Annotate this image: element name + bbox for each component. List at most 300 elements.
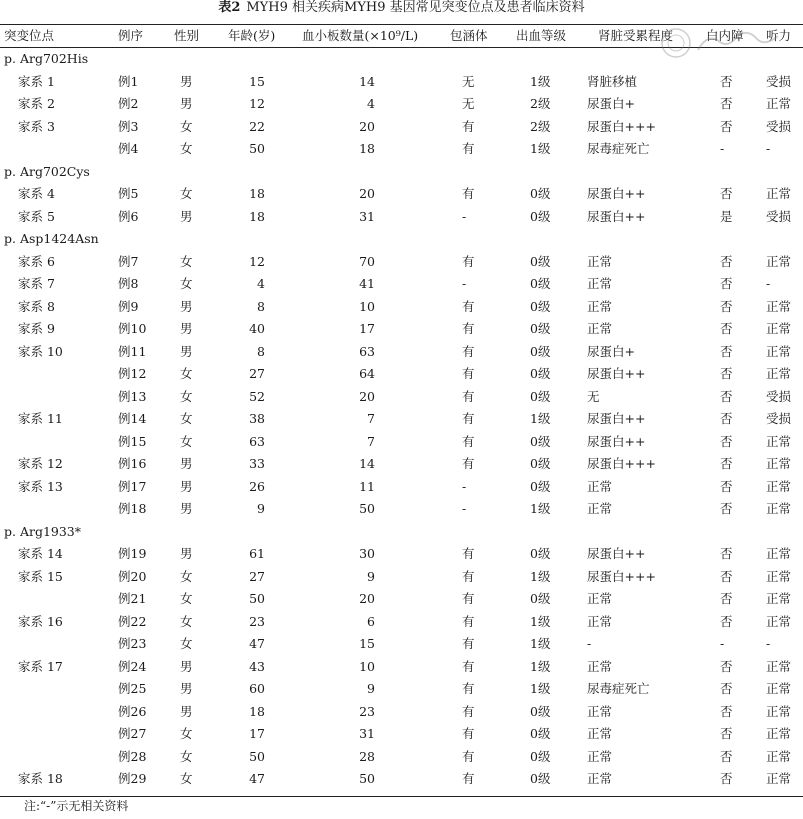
cell-inclusion: 有 bbox=[462, 186, 475, 201]
table-row bbox=[0, 71, 803, 93]
cell-kidney: 尿毒症死亡 bbox=[587, 681, 650, 696]
section-heading: p. Arg1933* bbox=[4, 523, 82, 539]
cell-cataract: 否 bbox=[720, 748, 733, 764]
table-row bbox=[0, 588, 803, 610]
cell-case: 例21 bbox=[118, 591, 147, 606]
cell-bleeding: 0级 bbox=[530, 726, 551, 741]
cell-cataract: 否 bbox=[720, 276, 733, 291]
cell-age: 50 bbox=[249, 748, 265, 764]
cell-case: 例13 bbox=[118, 388, 147, 404]
cell-platelet: 10 bbox=[359, 298, 375, 314]
cell-hearing: 正常 bbox=[766, 298, 792, 314]
cell-age: 43 bbox=[249, 658, 265, 674]
header-inclusion: 包涵体 bbox=[450, 28, 488, 43]
cell-sex: 男 bbox=[180, 96, 193, 111]
cell-hearing: 受损 bbox=[766, 118, 792, 134]
cell-inclusion: 有 bbox=[462, 771, 475, 786]
section-heading: p. Arg702Cys bbox=[4, 163, 90, 179]
cell-age: 50 bbox=[249, 591, 265, 606]
cell-platelet: 28 bbox=[359, 748, 375, 764]
cell-family: 家系 6 bbox=[18, 253, 55, 269]
cell-age: 17 bbox=[249, 726, 265, 741]
cell-bleeding: 0级 bbox=[530, 546, 551, 561]
cell-hearing: 受损 bbox=[766, 73, 792, 89]
cell-inclusion: 有 bbox=[462, 568, 475, 584]
cell-platelet: 15 bbox=[359, 636, 375, 651]
cell-cataract: 否 bbox=[720, 186, 733, 201]
table-row bbox=[0, 318, 803, 340]
cell-cataract: 否 bbox=[720, 703, 733, 719]
section-heading: p. Asp1424Asn bbox=[4, 231, 99, 246]
cell-sex: 男 bbox=[180, 73, 193, 89]
cell-platelet: 9 bbox=[367, 681, 375, 696]
cell-bleeding: 0级 bbox=[530, 276, 551, 291]
table-row bbox=[0, 656, 803, 678]
cell-inclusion: 有 bbox=[462, 703, 475, 719]
cell-case: 例12 bbox=[118, 366, 147, 381]
cell-age: 15 bbox=[249, 73, 265, 89]
cell-sex: 男 bbox=[180, 681, 193, 696]
cell-case: 例23 bbox=[118, 636, 147, 651]
cell-sex: 女 bbox=[180, 366, 193, 381]
cell-sex: 女 bbox=[180, 118, 193, 134]
header-hearing: 听力 bbox=[766, 28, 792, 43]
cell-kidney: 正常 bbox=[587, 253, 613, 269]
cell-kidney: 尿蛋白++ bbox=[587, 546, 646, 561]
cell-sex: 女 bbox=[180, 388, 193, 404]
cell-hearing: 受损 bbox=[766, 411, 792, 426]
cell-family: 家系 8 bbox=[18, 298, 55, 314]
cell-hearing: 正常 bbox=[766, 613, 792, 629]
header-kidney: 肾脏受累程度 bbox=[598, 28, 674, 43]
cell-family: 家系 2 bbox=[18, 96, 55, 111]
cell-case: 例1 bbox=[118, 73, 139, 89]
table-row bbox=[0, 701, 803, 723]
cell-sex: 女 bbox=[180, 591, 193, 606]
cell-case: 例5 bbox=[118, 186, 139, 201]
cell-age: 33 bbox=[249, 456, 265, 471]
cell-hearing: 受损 bbox=[766, 388, 792, 404]
table-row bbox=[0, 498, 803, 520]
cell-family: 家系 14 bbox=[18, 546, 63, 561]
cell-kidney: 正常 bbox=[587, 771, 613, 786]
cell-platelet: 14 bbox=[359, 73, 375, 89]
cell-case: 例16 bbox=[118, 456, 147, 471]
cell-sex: 男 bbox=[180, 501, 193, 516]
cell-hearing: 正常 bbox=[766, 501, 792, 516]
cell-age: 27 bbox=[249, 366, 265, 381]
cell-inclusion: 有 bbox=[462, 141, 475, 156]
cell-platelet: 50 bbox=[359, 771, 375, 786]
cell-inclusion: - bbox=[462, 501, 467, 516]
cell-bleeding: 0级 bbox=[530, 591, 551, 606]
cell-sex: 女 bbox=[180, 141, 193, 156]
cell-inclusion: 有 bbox=[462, 636, 475, 651]
cell-kidney: 尿毒症死亡 bbox=[587, 141, 650, 156]
cell-inclusion: - bbox=[462, 208, 467, 224]
cell-kidney: 正常 bbox=[587, 658, 613, 674]
cell-inclusion: 有 bbox=[462, 118, 475, 134]
watermark-logo bbox=[658, 18, 803, 68]
cell-inclusion: 有 bbox=[462, 591, 475, 606]
cell-kidney: 正常 bbox=[587, 276, 613, 291]
cell-platelet: 9 bbox=[367, 568, 375, 584]
cell-hearing: 正常 bbox=[766, 726, 792, 741]
cell-age: 18 bbox=[249, 703, 265, 719]
cell-case: 例27 bbox=[118, 726, 147, 741]
cell-hearing: 正常 bbox=[766, 253, 792, 269]
cell-inclusion: 有 bbox=[462, 411, 475, 426]
cell-inclusion: 有 bbox=[462, 681, 475, 696]
cell-hearing: 正常 bbox=[766, 703, 792, 719]
cell-case: 例28 bbox=[118, 748, 147, 764]
cell-kidney: 正常 bbox=[587, 298, 613, 314]
cell-bleeding: 0级 bbox=[530, 298, 551, 314]
cell-bleeding: 2级 bbox=[530, 118, 551, 134]
cell-hearing: - bbox=[766, 276, 771, 291]
cell-hearing: 正常 bbox=[766, 186, 792, 201]
cell-hearing: 正常 bbox=[766, 478, 792, 494]
cell-cataract: 否 bbox=[720, 73, 733, 89]
cell-sex: 男 bbox=[180, 321, 193, 336]
cell-cataract: 是 bbox=[720, 208, 733, 224]
cell-hearing: 正常 bbox=[766, 343, 792, 359]
header-sex: 性别 bbox=[174, 28, 200, 43]
cell-case: 例9 bbox=[118, 298, 139, 314]
table-row bbox=[0, 206, 803, 228]
cell-case: 例29 bbox=[118, 771, 147, 786]
cell-platelet: 23 bbox=[359, 703, 375, 719]
cell-bleeding: 1级 bbox=[530, 501, 551, 516]
cell-age: 27 bbox=[249, 568, 265, 584]
cell-kidney: 正常 bbox=[587, 703, 613, 719]
cell-platelet: 30 bbox=[359, 546, 375, 561]
cell-cataract: 否 bbox=[720, 613, 733, 629]
cell-platelet: 11 bbox=[359, 478, 375, 494]
cell-age: 40 bbox=[249, 321, 265, 336]
cell-kidney: 正常 bbox=[587, 591, 613, 606]
cell-inclusion: 有 bbox=[462, 613, 475, 629]
cell-kidney: 尿蛋白++ bbox=[587, 186, 646, 201]
cell-platelet: 10 bbox=[359, 658, 375, 674]
cell-platelet: 20 bbox=[359, 118, 375, 134]
cell-hearing: 正常 bbox=[766, 658, 792, 674]
cell-bleeding: 1级 bbox=[530, 141, 551, 156]
cell-bleeding: 1级 bbox=[530, 681, 551, 696]
cell-platelet: 20 bbox=[359, 591, 375, 606]
cell-sex: 女 bbox=[180, 636, 193, 651]
header-mutation: 突变位点 bbox=[4, 28, 55, 43]
cell-sex: 女 bbox=[180, 613, 193, 629]
cell-kidney: 正常 bbox=[587, 478, 613, 494]
cell-case: 例8 bbox=[118, 276, 139, 291]
cell-cataract: 否 bbox=[720, 478, 733, 494]
cell-sex: 男 bbox=[180, 298, 193, 314]
cell-age: 38 bbox=[249, 411, 265, 426]
cell-hearing: 受损 bbox=[766, 208, 792, 224]
cell-sex: 男 bbox=[180, 343, 193, 359]
cell-sex: 男 bbox=[180, 478, 193, 494]
cell-cataract: 否 bbox=[720, 388, 733, 404]
cell-kidney: - bbox=[587, 636, 592, 651]
cell-case: 例17 bbox=[118, 478, 147, 494]
cell-age: 12 bbox=[249, 253, 265, 269]
cell-hearing: 正常 bbox=[766, 568, 792, 584]
cell-bleeding: 0级 bbox=[530, 388, 551, 404]
cell-age: 52 bbox=[249, 388, 265, 404]
cell-age: 47 bbox=[249, 771, 265, 786]
cell-case: 例14 bbox=[118, 411, 147, 426]
cell-hearing: 正常 bbox=[766, 591, 792, 606]
cell-bleeding: 1级 bbox=[530, 658, 551, 674]
cell-family: 家系 5 bbox=[18, 208, 55, 224]
table-row bbox=[0, 116, 803, 138]
cell-bleeding: 0级 bbox=[530, 343, 551, 359]
cell-platelet: 6 bbox=[367, 613, 375, 629]
table-row bbox=[0, 273, 803, 295]
header-bleeding: 出血等级 bbox=[516, 28, 567, 43]
table-row bbox=[0, 251, 803, 273]
cell-kidney: 尿蛋白+++ bbox=[587, 456, 656, 471]
cell-kidney: 尿蛋白++ bbox=[587, 411, 646, 426]
cell-sex: 男 bbox=[180, 546, 193, 561]
cell-kidney: 无 bbox=[587, 388, 600, 404]
cell-case: 例18 bbox=[118, 501, 147, 516]
cell-sex: 女 bbox=[180, 568, 193, 584]
cell-case: 例2 bbox=[118, 96, 139, 111]
table-row bbox=[0, 453, 803, 475]
table-row bbox=[0, 138, 803, 160]
cell-kidney: 正常 bbox=[587, 748, 613, 764]
table-row bbox=[0, 723, 803, 745]
cell-age: 61 bbox=[249, 546, 265, 561]
cell-sex: 男 bbox=[180, 658, 193, 674]
cell-family: 家系 13 bbox=[18, 478, 63, 494]
cell-inclusion: 无 bbox=[462, 73, 475, 89]
cell-case: 例26 bbox=[118, 703, 147, 719]
cell-bleeding: 0级 bbox=[530, 186, 551, 201]
cell-platelet: 20 bbox=[359, 388, 375, 404]
cell-bleeding: 1级 bbox=[530, 411, 551, 426]
cell-kidney: 尿蛋白+ bbox=[587, 343, 635, 359]
cell-cataract: 否 bbox=[720, 321, 733, 336]
cell-cataract: 否 bbox=[720, 411, 733, 426]
cell-family: 家系 16 bbox=[18, 613, 63, 629]
table-row bbox=[0, 363, 803, 385]
table-row bbox=[0, 408, 803, 430]
cell-bleeding: 1级 bbox=[530, 636, 551, 651]
cell-age: 60 bbox=[249, 681, 265, 696]
cell-cataract: 否 bbox=[720, 118, 733, 134]
cell-kidney: 正常 bbox=[587, 321, 613, 336]
cell-cataract: 否 bbox=[720, 456, 733, 471]
cell-cataract: 否 bbox=[720, 771, 733, 786]
cell-sex: 女 bbox=[180, 726, 193, 741]
cell-inclusion: - bbox=[462, 276, 467, 291]
cell-bleeding: 1级 bbox=[530, 73, 551, 89]
cell-hearing: 正常 bbox=[766, 433, 792, 449]
cell-inclusion: 有 bbox=[462, 343, 475, 359]
cell-inclusion: 有 bbox=[462, 726, 475, 741]
cell-platelet: 20 bbox=[359, 186, 375, 201]
cell-cataract: 否 bbox=[720, 726, 733, 741]
cell-kidney: 尿蛋白++ bbox=[587, 366, 646, 381]
cell-family: 家系 18 bbox=[18, 771, 63, 786]
cell-sex: 女 bbox=[180, 411, 193, 426]
cell-family: 家系 12 bbox=[18, 456, 63, 471]
cell-inclusion: 有 bbox=[462, 546, 475, 561]
cell-hearing: 正常 bbox=[766, 96, 792, 111]
table-row bbox=[0, 566, 803, 588]
cell-inclusion: 有 bbox=[462, 366, 475, 381]
table-row bbox=[0, 611, 803, 633]
cell-age: 18 bbox=[249, 186, 265, 201]
cell-kidney: 正常 bbox=[587, 613, 613, 629]
cell-age: 18 bbox=[249, 208, 265, 224]
cell-sex: 女 bbox=[180, 748, 193, 764]
cell-cataract: 否 bbox=[720, 96, 733, 111]
cell-platelet: 63 bbox=[359, 343, 375, 359]
header-platelet: 血小板数量(×10⁹/L) bbox=[302, 28, 419, 43]
header-age: 年龄(岁) bbox=[228, 28, 276, 43]
table-note: 注:“-”示无相关资料 bbox=[24, 799, 129, 813]
cell-case: 例3 bbox=[118, 118, 139, 134]
cell-sex: 女 bbox=[180, 433, 193, 449]
cell-age: 12 bbox=[249, 96, 265, 111]
cell-sex: 女 bbox=[180, 276, 193, 291]
cell-bleeding: 0级 bbox=[530, 478, 551, 494]
table-row bbox=[0, 386, 803, 408]
cell-age: 9 bbox=[257, 501, 265, 516]
cell-age: 8 bbox=[257, 343, 265, 359]
cell-age: 47 bbox=[249, 636, 265, 651]
cell-age: 63 bbox=[249, 433, 265, 449]
cell-hearing: 正常 bbox=[766, 748, 792, 764]
cell-bleeding: 0级 bbox=[530, 208, 551, 224]
table-row bbox=[0, 476, 803, 498]
cell-hearing: 正常 bbox=[766, 546, 792, 561]
cell-cataract: - bbox=[720, 636, 725, 651]
cell-cataract: 否 bbox=[720, 568, 733, 584]
table-row bbox=[0, 341, 803, 363]
cell-cataract: 否 bbox=[720, 433, 733, 449]
cell-inclusion: 有 bbox=[462, 748, 475, 764]
cell-inclusion: 有 bbox=[462, 433, 475, 449]
cell-family: 家系 17 bbox=[18, 658, 63, 674]
cell-platelet: 7 bbox=[367, 433, 375, 449]
cell-platelet: 18 bbox=[359, 141, 375, 156]
cell-cataract: 否 bbox=[720, 366, 733, 381]
cell-sex: 男 bbox=[180, 456, 193, 471]
cell-platelet: 64 bbox=[359, 366, 375, 381]
cell-case: 例10 bbox=[118, 321, 147, 336]
cell-hearing: 正常 bbox=[766, 456, 792, 471]
cell-hearing: - bbox=[766, 636, 771, 651]
cell-cataract: 否 bbox=[720, 658, 733, 674]
cell-sex: 女 bbox=[180, 253, 193, 269]
cell-inclusion: - bbox=[462, 478, 467, 494]
table-title-text: MYH9 相关疾病MYH9 基因常见突变位点及患者临床资料 bbox=[246, 0, 585, 15]
cell-case: 例25 bbox=[118, 681, 147, 696]
table-label: 表2 bbox=[218, 0, 241, 15]
cell-family: 家系 7 bbox=[18, 276, 55, 291]
cell-bleeding: 0级 bbox=[530, 321, 551, 336]
cell-cataract: - bbox=[720, 141, 725, 156]
cell-hearing: 正常 bbox=[766, 771, 792, 786]
cell-platelet: 41 bbox=[359, 276, 375, 291]
cell-case: 例7 bbox=[118, 253, 139, 269]
cell-bleeding: 0级 bbox=[530, 748, 551, 764]
cell-family: 家系 3 bbox=[18, 118, 55, 134]
cell-platelet: 7 bbox=[367, 411, 375, 426]
table-row bbox=[0, 543, 803, 565]
table-row bbox=[0, 746, 803, 768]
cell-platelet: 70 bbox=[359, 253, 375, 269]
cell-cataract: 否 bbox=[720, 253, 733, 269]
cell-bleeding: 0级 bbox=[530, 771, 551, 786]
cell-case: 例20 bbox=[118, 568, 147, 584]
cell-family: 家系 1 bbox=[18, 73, 55, 89]
table-row bbox=[0, 431, 803, 453]
cell-cataract: 否 bbox=[720, 298, 733, 314]
cell-kidney: 尿蛋白++ bbox=[587, 433, 646, 449]
cell-cataract: 否 bbox=[720, 546, 733, 561]
cell-cataract: 否 bbox=[720, 343, 733, 359]
cell-case: 例24 bbox=[118, 658, 147, 674]
cell-bleeding: 0级 bbox=[530, 703, 551, 719]
cell-bleeding: 1级 bbox=[530, 568, 551, 584]
cell-case: 例19 bbox=[118, 546, 147, 561]
cell-hearing: 正常 bbox=[766, 681, 792, 696]
cell-bleeding: 2级 bbox=[530, 96, 551, 111]
table-row bbox=[0, 768, 803, 790]
cell-kidney: 尿蛋白+++ bbox=[587, 568, 656, 584]
cell-platelet: 31 bbox=[359, 208, 375, 224]
cell-cataract: 否 bbox=[720, 591, 733, 606]
cell-platelet: 14 bbox=[359, 456, 375, 471]
cell-case: 例11 bbox=[118, 343, 147, 359]
table-row bbox=[0, 183, 803, 205]
header-cataract: 白内障 bbox=[706, 28, 744, 43]
cell-sex: 女 bbox=[180, 771, 193, 786]
cell-case: 例6 bbox=[118, 208, 139, 224]
cell-inclusion: 无 bbox=[462, 96, 475, 111]
table-row bbox=[0, 633, 803, 655]
section-heading: p. Arg702His bbox=[4, 51, 89, 66]
cell-family: 家系 4 bbox=[18, 186, 55, 201]
cell-family: 家系 10 bbox=[18, 343, 63, 359]
cell-case: 例15 bbox=[118, 433, 147, 449]
cell-bleeding: 0级 bbox=[530, 433, 551, 449]
cell-sex: 男 bbox=[180, 208, 193, 224]
cell-kidney: 正常 bbox=[587, 726, 613, 741]
cell-sex: 男 bbox=[180, 703, 193, 719]
cell-inclusion: 有 bbox=[462, 298, 475, 314]
cell-platelet: 17 bbox=[359, 321, 375, 336]
cell-inclusion: 有 bbox=[462, 253, 475, 269]
table-row bbox=[0, 93, 803, 115]
cell-age: 50 bbox=[249, 141, 265, 156]
cell-age: 23 bbox=[249, 613, 265, 629]
cell-inclusion: 有 bbox=[462, 658, 475, 674]
cell-cataract: 否 bbox=[720, 501, 733, 516]
cell-inclusion: 有 bbox=[462, 388, 475, 404]
cell-kidney: 正常 bbox=[587, 501, 613, 516]
cell-case: 例22 bbox=[118, 613, 147, 629]
cell-bleeding: 0级 bbox=[530, 366, 551, 381]
table-title bbox=[0, 0, 803, 16]
cell-hearing: 正常 bbox=[766, 366, 792, 381]
